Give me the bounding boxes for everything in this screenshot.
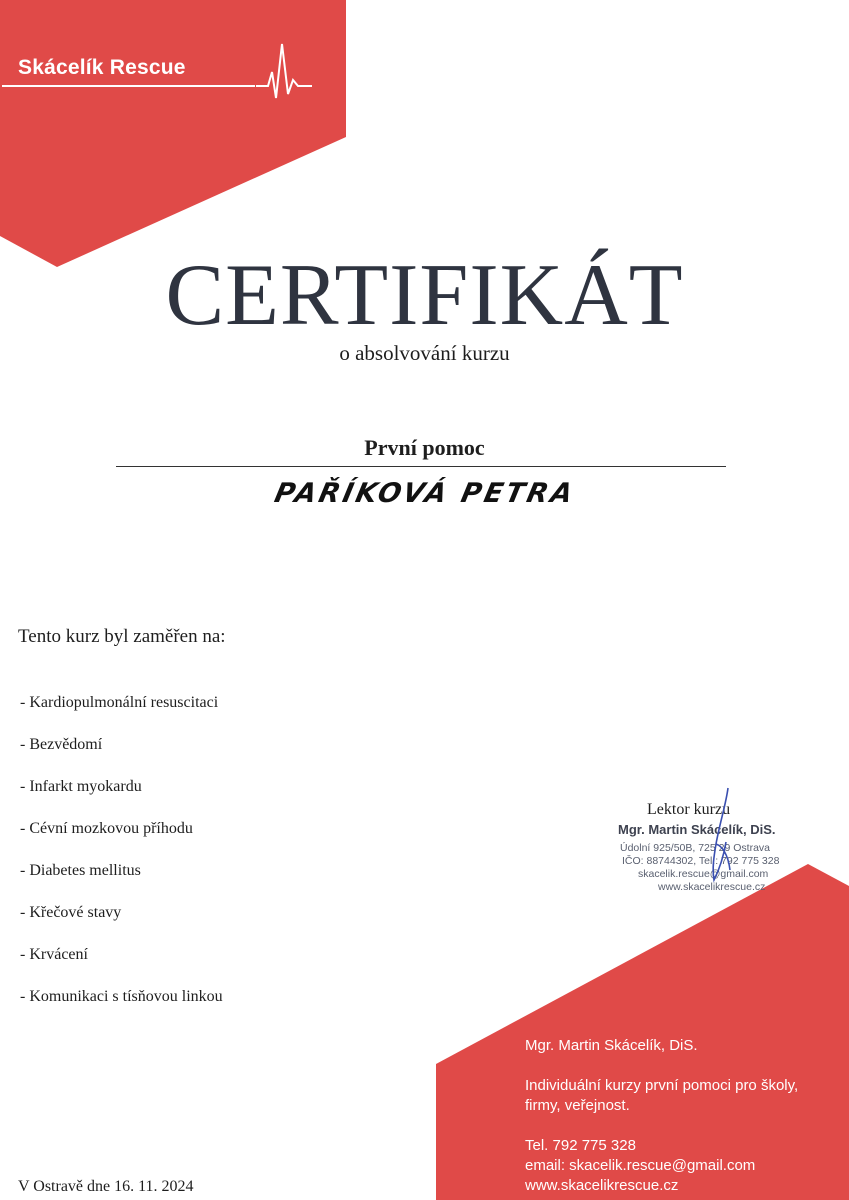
- stamp-ids: IČO: 88744302, Tel.: 792 775 328: [622, 855, 780, 867]
- stamp-address: Údolní 925/50B, 725 29 Ostrava: [620, 842, 771, 854]
- lecturer-label: Lektor kurzu: [647, 801, 731, 818]
- stamp-name: Mgr. Martin Skácelík, DiS.: [618, 822, 776, 837]
- ekg-line-icon: [16, 40, 316, 100]
- contact-name: Mgr. Martin Skácelík, DiS.: [525, 1037, 698, 1054]
- contact-email: email: skacelik.rescue@gmail.com: [525, 1157, 756, 1174]
- contact-tagline: Individuální kurzy první pomoci pro školy,: [525, 1077, 799, 1094]
- contact-web: www.skacelikrescue.cz: [525, 1177, 679, 1194]
- list-item: - Bezvědomí: [20, 736, 103, 753]
- certificate-subtitle: o absolvování kurzu: [339, 341, 510, 365]
- list-item: - Infarkt myokardu: [20, 778, 142, 795]
- course-name: První pomoc: [364, 435, 485, 460]
- certificate-title: CERTIFIKÁT: [165, 247, 684, 344]
- contact-tagline: firmy, veřejnost.: [525, 1097, 630, 1114]
- list-item: - Křečové stavy: [20, 904, 122, 921]
- topic-list: [20, 694, 223, 1030]
- list-item: - Cévní mozkovou příhodu: [20, 820, 193, 837]
- contact-phone: Tel. 792 775 328: [525, 1137, 636, 1154]
- list-item: - Komunikaci s tísňovou linkou: [20, 988, 223, 1005]
- signature: [700, 784, 740, 894]
- list-item: - Krvácení: [20, 946, 88, 963]
- brand-logo: Skácelík Rescue: [18, 56, 186, 79]
- stamp-email: skacelik.rescue@gmail.com: [638, 868, 769, 880]
- focus-heading: Tento kurz byl zaměřen na:: [18, 626, 226, 647]
- list-item: - Kardiopulmonální resuscitaci: [20, 694, 219, 711]
- list-item: - Diabetes mellitus: [20, 862, 141, 879]
- place-and-date: V Ostravě dne 16. 11. 2024: [18, 1178, 194, 1195]
- name-underline: [116, 466, 726, 467]
- stamp-web: www.skacelikrescue.cz: [658, 881, 766, 893]
- participant-name: PAŘÍKOVÁ PETRA: [271, 478, 579, 509]
- contact-block: [525, 1036, 845, 1196]
